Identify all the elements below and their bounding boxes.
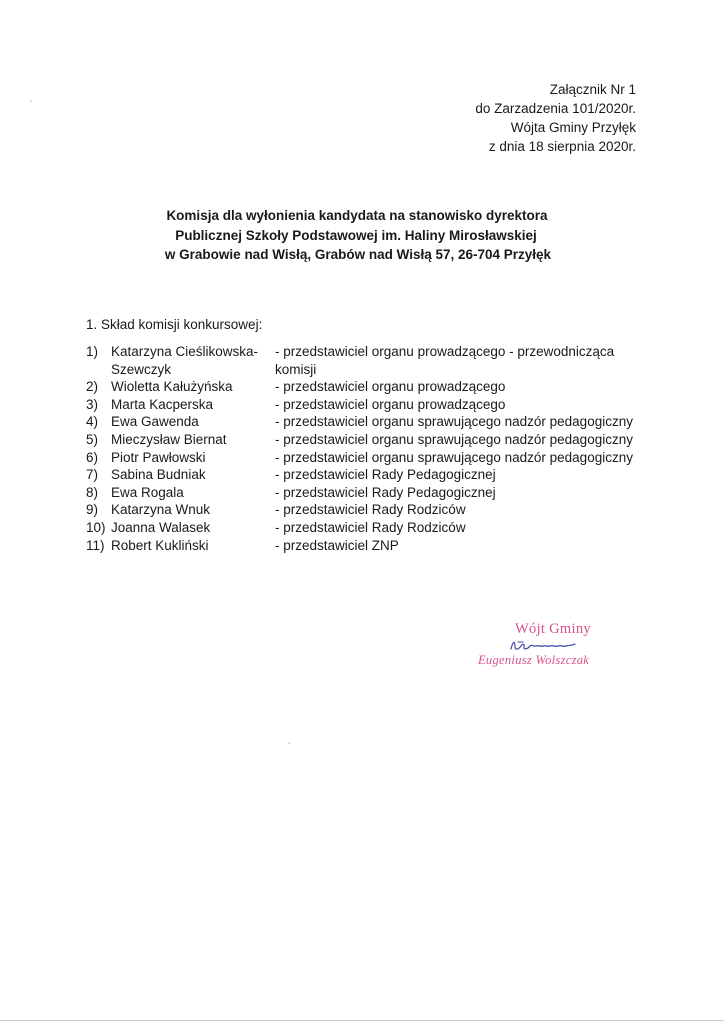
member-row <box>86 466 656 484</box>
member-role: - przedstawiciel ZNP <box>275 537 399 553</box>
member-row <box>86 431 656 449</box>
member-name: Wioletta Kałużyńska <box>111 379 233 395</box>
member-number: 4) <box>86 414 99 430</box>
title-line-2: Publicznej Szkoły Podstawowej im. Haliny Mirosławskiej <box>175 227 537 243</box>
member-name: Sabina Budniak <box>111 467 206 483</box>
member-number: 1) <box>86 344 99 359</box>
member-role: - przedstawiciel Rady Pedagogicznej <box>275 484 496 500</box>
member-role: - przedstawiciel organu prowadzącego <box>275 379 506 395</box>
member-row <box>86 396 656 414</box>
member-number: 5) <box>86 431 99 447</box>
member-name: Mieczysław Biernat <box>111 431 227 447</box>
member-number: 9) <box>86 502 99 518</box>
member-name: Ewa Rogala <box>111 484 184 500</box>
member-role: - przedstawiciel organu prowadzącego - przewodnicząca komisji <box>275 344 615 377</box>
member-name: Piotr Pawłowski <box>111 449 206 465</box>
member-role: - przedstawiciel organu sprawującego nadzór pedagogiczny <box>275 431 633 447</box>
member-name: Robert Kukliński <box>111 537 209 553</box>
committee-member-list <box>86 343 656 554</box>
member-number: 6) <box>86 449 99 465</box>
member-role: - przedstawiciel organu sprawującego nadzór pedagogiczny <box>275 449 633 465</box>
member-number: 2) <box>86 379 99 395</box>
attachment-issuer: Wójta Gminy Przyłęk <box>510 120 636 135</box>
member-row <box>86 501 656 519</box>
member-number: 10) <box>86 519 106 535</box>
scan-speck <box>30 100 32 102</box>
signature-name: Eugeniusz Wolszczak <box>478 653 590 667</box>
member-number: 7) <box>86 467 99 483</box>
attachment-ordinance: do Zarzadzenia 101/2020r. <box>475 101 636 116</box>
scan-bottom-edge <box>0 1020 724 1021</box>
scan-speck <box>288 742 290 744</box>
member-name: Joanna Walasek <box>111 519 211 535</box>
member-row <box>86 378 656 396</box>
member-row <box>86 449 656 467</box>
attachment-header <box>475 80 636 156</box>
member-row <box>86 537 656 555</box>
member-name: Marta Kacperska <box>111 396 214 412</box>
member-name: Katarzyna Cieślikowska-Szewczyk <box>111 344 259 377</box>
signature-stamp <box>476 620 626 668</box>
title-line-1: Komisja dla wyłonienia kandydata na stanowisko dyrektora <box>166 208 548 223</box>
attachment-number: Załącznik Nr 1 <box>549 82 636 97</box>
member-number: 3) <box>86 396 99 412</box>
title-line-3: w Grabowie nad Wisłą, Grabów nad Wisłą 57, 26-704 Przyłęk <box>164 247 552 262</box>
member-role: - przedstawiciel Rady Rodziców <box>275 519 466 535</box>
member-role: - przedstawiciel Rady Rodziców <box>275 502 466 518</box>
member-row <box>86 519 656 537</box>
member-number: 11) <box>86 537 105 553</box>
section-heading: 1. Skład komisji konkursowej: <box>86 317 263 332</box>
member-number: 8) <box>86 484 99 500</box>
member-role: - przedstawiciel organu sprawującego nadzór pedagogiczny <box>275 414 633 430</box>
member-name: Ewa Gawenda <box>111 414 199 430</box>
member-name: Katarzyna Wnuk <box>111 502 211 518</box>
attachment-date: z dnia 18 sierpnia 2020r. <box>488 139 636 154</box>
document-title <box>0 206 724 265</box>
member-row <box>86 413 656 431</box>
member-row <box>86 484 656 502</box>
member-role: - przedstawiciel Rady Pedagogicznej <box>275 467 496 483</box>
signature-office: Wójt Gminy <box>515 621 591 637</box>
handwritten-signature <box>509 638 579 652</box>
member-row <box>86 343 656 378</box>
member-role: - przedstawiciel organu prowadzącego <box>275 396 506 412</box>
